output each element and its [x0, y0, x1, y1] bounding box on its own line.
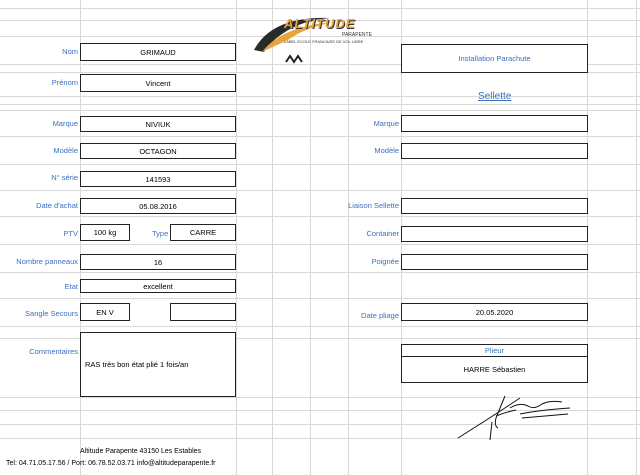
installation-parachute-box: Installation Parachute: [401, 44, 588, 73]
plieur-value[interactable]: HARRE Sébastien: [463, 365, 526, 374]
ptv-label: PTV: [63, 229, 78, 238]
logo-brand: ALTITUDE: [284, 16, 356, 31]
plieur-label: Plieur: [402, 345, 587, 357]
commentaires-field[interactable]: RAS très bon état plié 1 fois/an: [80, 332, 236, 397]
logo-sub: PARAPENTE: [342, 32, 372, 38]
container-label: Container: [366, 229, 399, 238]
footer-contact: Tel: 04.71.05.17.56 / Port: 06.78.52.03.71 info@altitudeparapente.fr: [6, 460, 216, 467]
prenom-label: Prénom: [51, 78, 78, 87]
plieur-box: [401, 344, 588, 383]
commentaires-label: Commentaires: [29, 347, 78, 356]
liaison-label: Liaison Sellette: [348, 201, 399, 210]
modele-label: Modèle: [53, 146, 78, 155]
sangle-field[interactable]: EN V: [80, 303, 130, 321]
panneaux-field[interactable]: 16: [80, 254, 236, 270]
poignee-field[interactable]: [401, 254, 588, 270]
type-field[interactable]: CARRE: [170, 224, 236, 241]
marque-field[interactable]: NIVIUK: [80, 116, 236, 132]
logo-tagline: LABEL ECOLE FRANCAISE DE VOL LIBRE: [284, 39, 364, 44]
poignee-label: Poignée: [371, 257, 399, 266]
sellette-header[interactable]: Sellette: [478, 91, 512, 102]
footer-address: Altitude Parapente 43150 Les Estables: [80, 448, 202, 455]
ptv-field[interactable]: 100 kg: [80, 224, 130, 241]
sangle-label: Sangle Secours: [25, 309, 78, 318]
logo: [242, 8, 392, 68]
panneaux-label: Nombre panneaux: [16, 257, 78, 266]
container-field[interactable]: [401, 226, 588, 242]
serie-field[interactable]: 141593: [80, 171, 236, 187]
pliage-field[interactable]: 20.05.2020: [401, 303, 588, 321]
prenom-field[interactable]: Vincent: [80, 74, 236, 92]
sangle-field-2[interactable]: [170, 303, 236, 321]
type-label: Type: [152, 229, 169, 238]
nom-field[interactable]: GRIMAUD: [80, 43, 236, 61]
etat-field[interactable]: excellent: [80, 279, 236, 293]
r-marque-label: Marque: [373, 119, 399, 128]
r-modele-label: Modèle: [374, 146, 399, 155]
nom-label: Nom: [62, 47, 78, 56]
liaison-field[interactable]: [401, 198, 588, 214]
r-modele-field[interactable]: [401, 143, 588, 159]
etat-label: Etat: [64, 282, 78, 291]
marque-label: Marque: [52, 119, 78, 128]
achat-field[interactable]: 05.08.2016: [80, 198, 236, 214]
modele-field[interactable]: OCTAGON: [80, 143, 236, 159]
serie-label: N° série: [51, 173, 78, 182]
pliage-label: Date pliage: [361, 311, 399, 320]
r-marque-field[interactable]: [401, 115, 588, 132]
achat-label: Date d'achat: [36, 201, 78, 210]
signature: [450, 388, 590, 448]
